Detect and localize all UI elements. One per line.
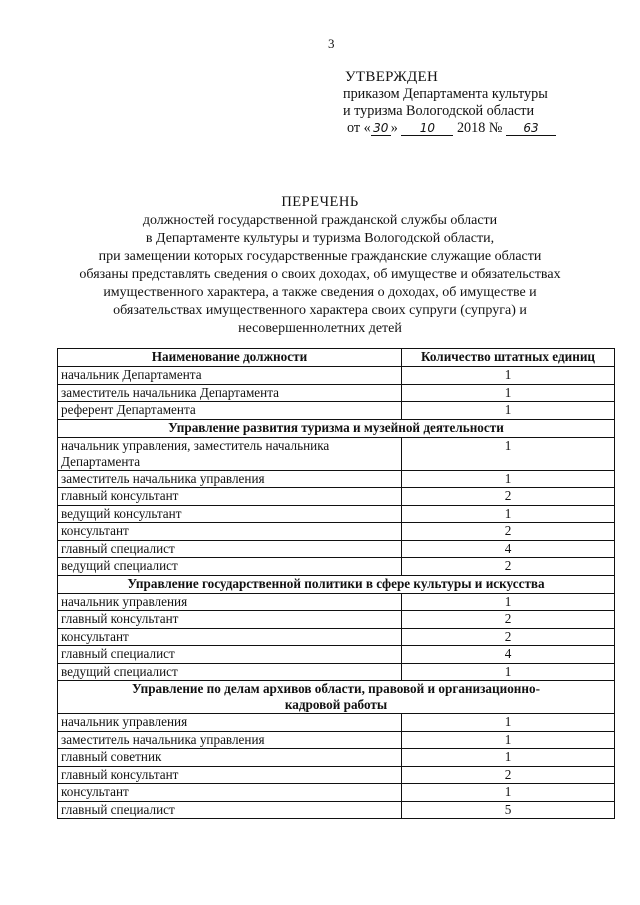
position-qty: 1 xyxy=(402,663,615,681)
document-title: ПЕРЕЧЕНЬ xyxy=(281,194,359,210)
order-number: 63 xyxy=(506,121,556,136)
position-qty: 1 xyxy=(402,367,615,385)
position-qty: 2 xyxy=(402,523,615,541)
table-row xyxy=(58,749,615,767)
table-row xyxy=(58,470,615,488)
position-name: начальник управления, заместитель начальника Департамента xyxy=(58,437,402,470)
position-qty: 1 xyxy=(402,505,615,523)
approval-title: УТВЕРЖДЕН xyxy=(345,69,439,85)
section-title: Управление по делам архивов области, правовой и организационно-кадровой работы xyxy=(58,681,615,714)
table-row xyxy=(58,523,615,541)
table-row xyxy=(58,367,615,385)
positions-table xyxy=(57,348,615,819)
table-header-row xyxy=(58,349,615,367)
heading-line: обязательствах имущественного характера своих супруги (супруга) и xyxy=(113,303,527,318)
table-row xyxy=(58,714,615,732)
table-row xyxy=(58,402,615,420)
table-row xyxy=(58,731,615,749)
table-row xyxy=(58,505,615,523)
document-heading xyxy=(40,193,600,338)
position-name: начальник Департамента xyxy=(58,367,402,385)
position-qty: 2 xyxy=(402,558,615,576)
table-row xyxy=(58,488,615,506)
approval-line-2: и туризма Вологодской области xyxy=(343,103,535,119)
position-name: ведущий специалист xyxy=(58,663,402,681)
table-row xyxy=(58,646,615,664)
table-row xyxy=(58,384,615,402)
position-name: начальник управления xyxy=(58,593,402,611)
position-name: консультант xyxy=(58,628,402,646)
table-row xyxy=(58,628,615,646)
position-qty: 1 xyxy=(402,384,615,402)
column-header-qty: Количество штатных единиц xyxy=(402,349,615,367)
position-name: консультант xyxy=(58,523,402,541)
section-row xyxy=(58,419,615,437)
position-qty: 2 xyxy=(402,628,615,646)
position-name: референт Департамента xyxy=(58,402,402,420)
number-label: № xyxy=(488,120,503,136)
position-qty: 1 xyxy=(402,784,615,802)
position-name: главный консультант xyxy=(58,488,402,506)
approval-line-1: приказом Департамента культуры xyxy=(343,86,548,102)
section-title: Управление государственной политики в сфере культуры и искусства xyxy=(58,575,615,593)
date-year: 2018 xyxy=(456,120,486,136)
heading-line: имущественного характера, а также сведения о доходах, об имуществе и xyxy=(103,285,537,300)
position-qty: 4 xyxy=(402,540,615,558)
position-name: начальник управления xyxy=(58,714,402,732)
heading-line: в Департаменте культуры и туризма Вологодской области, xyxy=(145,231,495,246)
approval-stamp xyxy=(343,69,556,137)
table-row xyxy=(58,663,615,681)
position-qty: 5 xyxy=(402,801,615,819)
heading-line: обязаны представлять сведения о своих доходах, об имуществе и обязательствах xyxy=(79,267,561,282)
position-name: ведущий специалист xyxy=(58,558,402,576)
page-number: 3 xyxy=(328,36,335,51)
table-row xyxy=(58,540,615,558)
date-prefix: от « xyxy=(347,120,371,136)
section-title: Управление развития туризма и музейной деятельности xyxy=(58,419,615,437)
position-qty: 1 xyxy=(402,437,615,470)
position-name: главный специалист xyxy=(58,646,402,664)
position-qty: 4 xyxy=(402,646,615,664)
table-row xyxy=(58,593,615,611)
position-name: заместитель начальника Департамента xyxy=(58,384,402,402)
position-name: главный консультант xyxy=(58,611,402,629)
position-name: главный советник xyxy=(58,749,402,767)
table-row xyxy=(58,437,615,470)
date-day: 30 xyxy=(371,121,391,136)
position-qty: 1 xyxy=(402,731,615,749)
approval-date-line xyxy=(347,120,556,137)
position-qty: 1 xyxy=(402,749,615,767)
column-header-name: Наименование должности xyxy=(58,349,402,367)
position-name: главный специалист xyxy=(58,540,402,558)
position-name: главный специалист xyxy=(58,801,402,819)
position-name: заместитель начальника управления xyxy=(58,731,402,749)
table-row xyxy=(58,766,615,784)
date-month: 10 xyxy=(401,121,453,136)
position-qty: 2 xyxy=(402,766,615,784)
position-qty: 1 xyxy=(402,714,615,732)
section-row xyxy=(58,681,615,714)
table-row xyxy=(58,801,615,819)
position-name: заместитель начальника управления xyxy=(58,470,402,488)
heading-line: должностей государственной гражданской службы области xyxy=(142,213,498,228)
table-row xyxy=(58,558,615,576)
position-qty: 1 xyxy=(402,402,615,420)
heading-line: несовершеннолетних детей xyxy=(238,321,402,336)
position-qty: 1 xyxy=(402,593,615,611)
section-row xyxy=(58,575,615,593)
table-row xyxy=(58,784,615,802)
position-qty: 2 xyxy=(402,611,615,629)
table-row xyxy=(58,611,615,629)
position-name: ведущий консультант xyxy=(58,505,402,523)
position-qty: 2 xyxy=(402,488,615,506)
heading-line: при замещении которых государственные гражданские служащие области xyxy=(98,249,542,264)
date-sep: » xyxy=(390,120,398,136)
position-name: консультант xyxy=(58,784,402,802)
position-name: главный консультант xyxy=(58,766,402,784)
position-qty: 1 xyxy=(402,470,615,488)
